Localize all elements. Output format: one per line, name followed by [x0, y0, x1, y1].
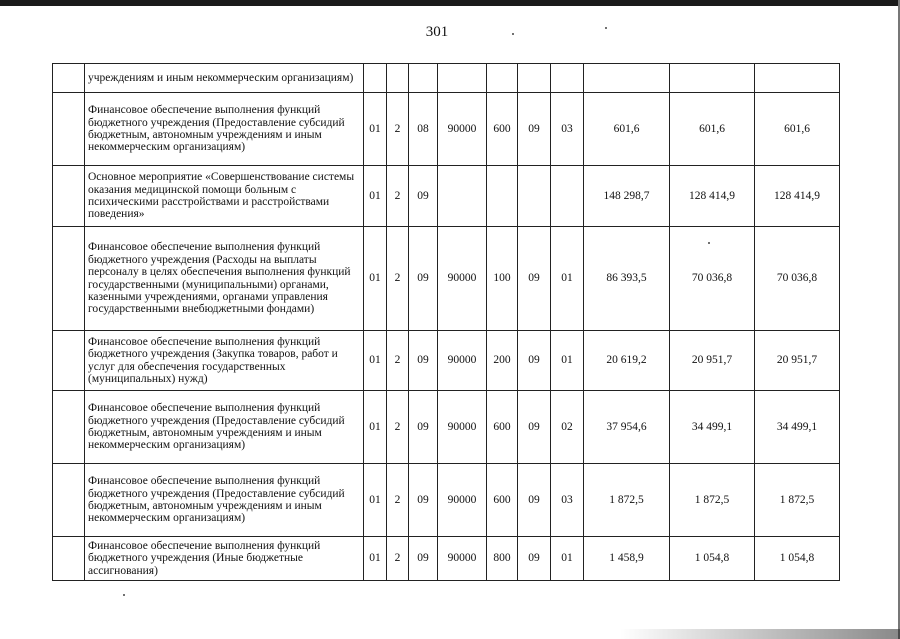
- value-year-2: 1 872,5: [670, 464, 755, 537]
- code-program: [364, 64, 387, 93]
- value-year-1: 37 954,6: [584, 391, 670, 464]
- code-event: 09: [409, 227, 438, 331]
- code-event: 09: [409, 166, 438, 227]
- code-section: [518, 166, 551, 227]
- code-program: 01: [364, 537, 387, 581]
- value-year-3: 128 414,9: [755, 166, 840, 227]
- code-subprogram: 2: [387, 464, 409, 537]
- value-year-3: 70 036,8: [755, 227, 840, 331]
- code-section: [518, 64, 551, 93]
- value-year-3: 1 054,8: [755, 537, 840, 581]
- row-index-cell: [53, 227, 85, 331]
- row-description: Финансовое обеспечение выполнения функций бюджетного учреждения (Расходы на выплаты персоналу в целях обеспечения выполнения функций государственными (муниципальными) органами, казенными учреждениями, органами управления государственными внебюджетными фондами): [85, 227, 364, 331]
- row-description: Финансовое обеспечение выполнения функций бюджетного учреждения (Предоставление субсидий бюджетным, автономным учреждениям и иным некоммерческим организациям): [85, 93, 364, 166]
- value-year-3: 34 499,1: [755, 391, 840, 464]
- scan-top-border: [0, 0, 900, 6]
- code-direction: [438, 166, 487, 227]
- row-index-cell: [53, 93, 85, 166]
- value-year-1: 1 458,9: [584, 537, 670, 581]
- value-year-1: 1 872,5: [584, 464, 670, 537]
- code-direction: [438, 64, 487, 93]
- code-expense-type: [487, 166, 518, 227]
- code-direction: 90000: [438, 537, 487, 581]
- code-program: 01: [364, 93, 387, 166]
- value-year-1: 20 619,2: [584, 331, 670, 391]
- table-row: [53, 391, 840, 464]
- value-year-1: 148 298,7: [584, 166, 670, 227]
- code-expense-type: 800: [487, 537, 518, 581]
- code-subsection: 02: [551, 391, 584, 464]
- code-subprogram: 2: [387, 391, 409, 464]
- code-subsection: 03: [551, 464, 584, 537]
- code-expense-type: 600: [487, 391, 518, 464]
- code-program: 01: [364, 227, 387, 331]
- code-subsection: 01: [551, 331, 584, 391]
- code-expense-type: 200: [487, 331, 518, 391]
- code-event: 09: [409, 391, 438, 464]
- code-subprogram: 2: [387, 537, 409, 581]
- row-description: Основное мероприятие «Совершенствование системы оказания медицинской помощи больным с психическими расстройствами и расстройствами поведения»: [85, 166, 364, 227]
- table-row: [53, 537, 840, 581]
- table-row: [53, 93, 840, 166]
- value-year-2: [670, 64, 755, 93]
- row-index-cell: [53, 331, 85, 391]
- code-section: 09: [518, 464, 551, 537]
- value-year-2: 128 414,9: [670, 166, 755, 227]
- code-direction: 90000: [438, 227, 487, 331]
- code-direction: 90000: [438, 391, 487, 464]
- budget-table: [52, 63, 840, 581]
- code-expense-type: 600: [487, 93, 518, 166]
- code-program: 01: [364, 391, 387, 464]
- row-description: Финансовое обеспечение выполнения функций бюджетного учреждения (Закупка товаров, работ и услуг для обеспечения государственных (муниципальных) нужд): [85, 331, 364, 391]
- value-year-1: 601,6: [584, 93, 670, 166]
- code-event: 08: [409, 93, 438, 166]
- table-row: [53, 227, 840, 331]
- code-subprogram: 2: [387, 227, 409, 331]
- code-direction: 90000: [438, 464, 487, 537]
- code-subprogram: 2: [387, 331, 409, 391]
- row-index-cell: [53, 537, 85, 581]
- code-section: 09: [518, 391, 551, 464]
- code-expense-type: 600: [487, 464, 518, 537]
- code-expense-type: [487, 64, 518, 93]
- code-event: 09: [409, 464, 438, 537]
- code-direction: 90000: [438, 331, 487, 391]
- scan-bottom-smudge: [620, 629, 900, 639]
- code-section: 09: [518, 331, 551, 391]
- code-event: 09: [409, 537, 438, 581]
- value-year-2: 1 054,8: [670, 537, 755, 581]
- table-row: [53, 464, 840, 537]
- value-year-1: [584, 64, 670, 93]
- code-section: 09: [518, 227, 551, 331]
- code-subsection: 03: [551, 93, 584, 166]
- code-expense-type: 100: [487, 227, 518, 331]
- code-direction: 90000: [438, 93, 487, 166]
- value-year-2: 34 499,1: [670, 391, 755, 464]
- code-subprogram: 2: [387, 93, 409, 166]
- code-subsection: 01: [551, 227, 584, 331]
- value-year-3: 1 872,5: [755, 464, 840, 537]
- table-row: [53, 166, 840, 227]
- value-year-3: 601,6: [755, 93, 840, 166]
- code-section: 09: [518, 93, 551, 166]
- code-subsection: [551, 166, 584, 227]
- row-index-cell: [53, 391, 85, 464]
- row-index-cell: [53, 166, 85, 227]
- code-event: 09: [409, 331, 438, 391]
- code-program: 01: [364, 464, 387, 537]
- row-description: Финансовое обеспечение выполнения функций бюджетного учреждения (Иные бюджетные ассигнования): [85, 537, 364, 581]
- value-year-3: 20 951,7: [755, 331, 840, 391]
- code-program: 01: [364, 331, 387, 391]
- code-section: 09: [518, 537, 551, 581]
- code-event: [409, 64, 438, 93]
- value-year-2: 601,6: [670, 93, 755, 166]
- code-subprogram: [387, 64, 409, 93]
- value-year-2: 70 036,8: [670, 227, 755, 331]
- value-year-1: 86 393,5: [584, 227, 670, 331]
- table-row: [53, 64, 840, 93]
- value-year-2: 20 951,7: [670, 331, 755, 391]
- code-subsection: [551, 64, 584, 93]
- table-row: [53, 331, 840, 391]
- code-subprogram: 2: [387, 166, 409, 227]
- budget-table-body: [53, 64, 840, 581]
- code-subsection: 01: [551, 537, 584, 581]
- row-index-cell: [53, 64, 85, 93]
- row-index-cell: [53, 464, 85, 537]
- row-description: Финансовое обеспечение выполнения функций бюджетного учреждения (Предоставление субсидий бюджетным, автономным учреждениям и иным некоммерческим организациям): [85, 391, 364, 464]
- page-number: 301: [425, 24, 449, 40]
- row-description: учреждениям и иным некоммерческим организациям): [85, 64, 364, 93]
- code-program: 01: [364, 166, 387, 227]
- value-year-3: [755, 64, 840, 93]
- scan-speck: [123, 594, 125, 596]
- row-description: Финансовое обеспечение выполнения функций бюджетного учреждения (Предоставление субсидий бюджетным, автономным учреждениям и иным некоммерческим организациям): [85, 464, 364, 537]
